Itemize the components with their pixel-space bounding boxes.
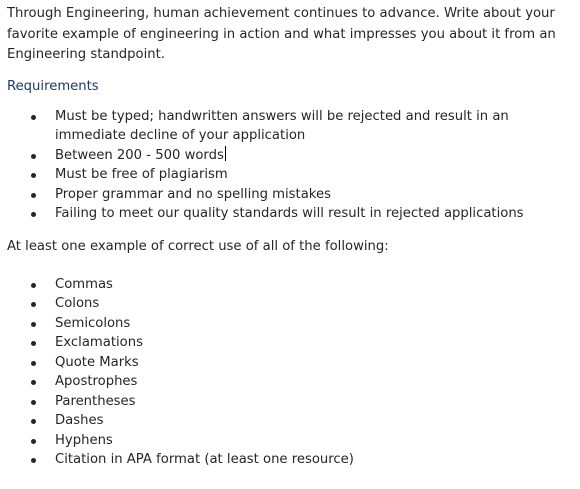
bullet-icon <box>31 115 36 120</box>
intro-paragraph: Through Engineering, human achievement continues to advance. Write about your favorite example of engineering in action and what impresses you about it from an Engineering standpoint. <box>7 6 556 62</box>
punctuation-intro: At least one example of correct use of all of the following: <box>7 238 389 254</box>
bullet-icon <box>31 283 36 288</box>
requirements-list <box>7 107 575 224</box>
bullet-icon <box>31 302 36 307</box>
bullet-icon <box>31 439 36 444</box>
requirements-heading: Requirements <box>7 78 99 94</box>
list-item: Parentheses <box>7 392 575 412</box>
list-item: Citation in APA format (at least one resource) <box>7 450 575 470</box>
list-item: Semicolons <box>7 314 575 334</box>
list-item: Failing to meet our quality standards will result in rejected applications <box>7 204 575 224</box>
bullet-icon <box>31 380 36 385</box>
bullet-icon <box>31 458 36 463</box>
bullet-icon <box>31 400 36 405</box>
list-item: Apostrophes <box>7 372 575 392</box>
bullet-icon <box>31 173 36 178</box>
list-item: Colons <box>7 294 575 314</box>
bullet-icon <box>31 212 36 217</box>
list-item: Must be free of plagiarism <box>7 165 575 185</box>
list-item: Between 200 - 500 words <box>7 146 575 166</box>
list-item: Must be typed; handwritten answers will be rejected and result in an immediate decline of your application <box>7 107 575 146</box>
bullet-icon <box>31 322 36 327</box>
bullet-icon <box>31 193 36 198</box>
bullet-icon <box>31 361 36 366</box>
bullet-icon <box>31 341 36 346</box>
list-item: Commas <box>7 275 575 295</box>
document-body[interactable] <box>7 4 575 470</box>
bullet-icon <box>31 154 36 159</box>
list-item: Quote Marks <box>7 353 575 373</box>
list-item: Hyphens <box>7 431 575 451</box>
list-item: Proper grammar and no spelling mistakes <box>7 185 575 205</box>
text-cursor <box>225 146 226 161</box>
list-item: Dashes <box>7 411 575 431</box>
punctuation-list <box>7 275 575 470</box>
bullet-icon <box>31 419 36 424</box>
list-item: Exclamations <box>7 333 575 353</box>
